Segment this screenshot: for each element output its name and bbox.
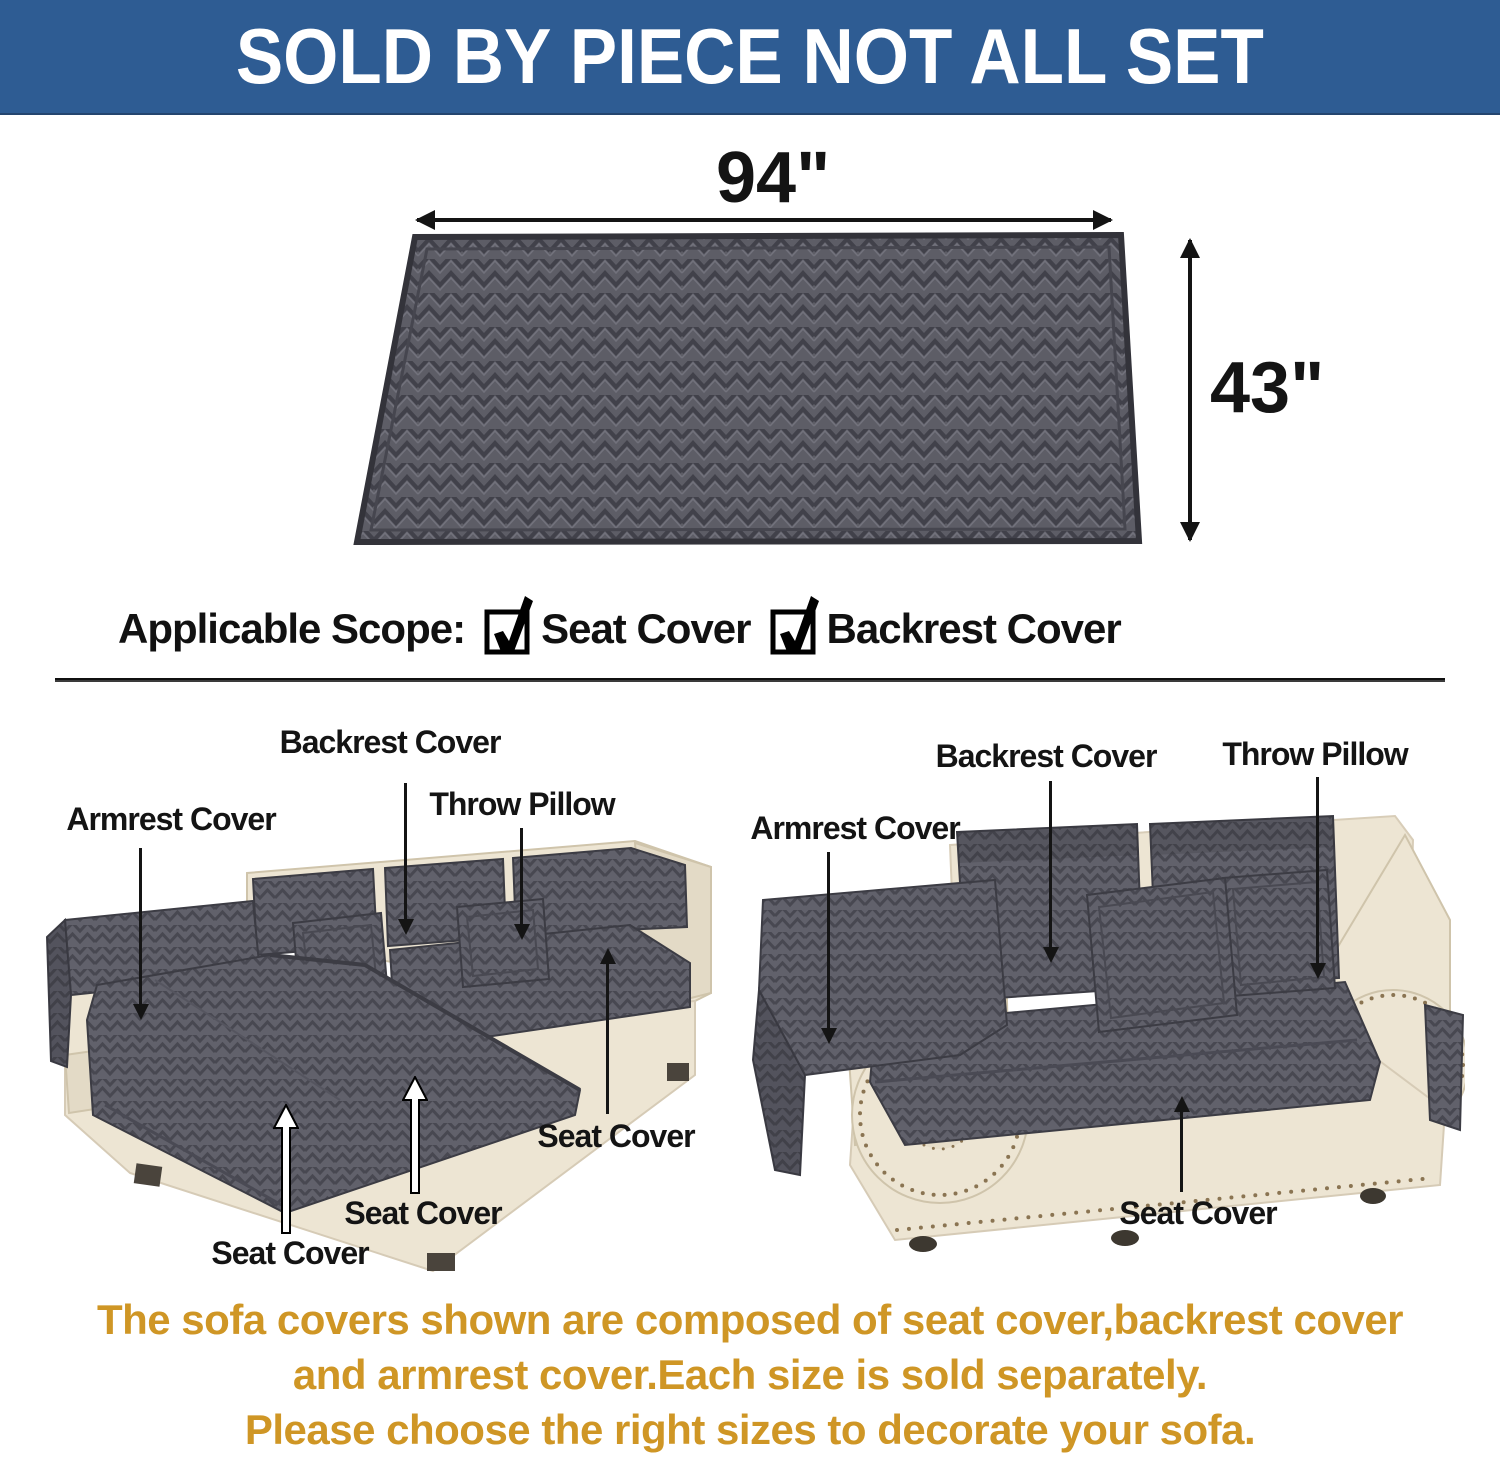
arrow-line: [139, 848, 142, 1006]
arrow-line: [827, 852, 830, 1030]
arrow-line: [606, 962, 609, 1114]
scope-option-label: Seat Cover: [541, 605, 751, 652]
label-seat-cover: Seat Cover: [344, 1195, 502, 1231]
height-arrow-icon: [1188, 240, 1192, 540]
footer-note: [0, 1292, 1500, 1457]
arrow-down-icon: [1043, 947, 1059, 963]
label-throw-pillow: Throw Pillow: [429, 786, 615, 822]
footer-line: The sofa covers shown are composed of seat cover,backrest cover: [96, 1296, 1404, 1343]
checkbox-checked-icon: [483, 594, 535, 656]
footer-line: and armrest cover.Each size is sold separately.: [292, 1351, 1208, 1398]
label-seat-cover: Seat Cover: [1119, 1195, 1277, 1231]
footer-line: Please choose the right sizes to decorate your sofa.: [244, 1406, 1256, 1453]
height-dimension-label: 43": [1210, 348, 1325, 428]
arrow-up-icon: [273, 1104, 299, 1234]
label-armrest-cover: Armrest Cover: [66, 801, 276, 837]
banner: [0, 0, 1500, 115]
scope-option-seat-cover: [483, 598, 750, 660]
section-divider: [55, 678, 1445, 682]
checkbox-checked-icon: [769, 594, 821, 656]
banner-text: SOLD BY PIECE NOT ALL SET: [235, 12, 1265, 100]
arrow-line: [520, 828, 523, 926]
arrow-up-icon: [402, 1076, 428, 1194]
label-backrest-cover: Backrest Cover: [279, 724, 501, 760]
label-armrest-cover: Armrest Cover: [750, 810, 960, 846]
scope-option-label: Backrest Cover: [826, 605, 1121, 652]
right-sofa-illustration: [745, 800, 1465, 1260]
arrow-line: [1316, 777, 1319, 965]
arrow-down-icon: [821, 1028, 837, 1044]
width-dimension-label: 94": [716, 138, 831, 218]
arrow-line: [1049, 781, 1052, 949]
label-seat-cover: Seat Cover: [211, 1235, 369, 1271]
label-seat-cover: Seat Cover: [537, 1118, 695, 1154]
arrow-down-icon: [398, 919, 414, 935]
fabric-cover-illustration: [330, 225, 1180, 555]
applicable-scope-row: [118, 598, 1121, 660]
width-arrow-icon: [417, 218, 1111, 222]
arrow-down-icon: [1310, 963, 1326, 979]
arrow-line: [1180, 1110, 1183, 1192]
scope-option-backrest-cover: [769, 598, 1121, 660]
arrow-down-icon: [133, 1004, 149, 1020]
applicable-scope-label: Applicable Scope:: [118, 605, 466, 652]
arrow-down-icon: [514, 924, 530, 940]
arrow-line: [404, 783, 407, 921]
label-backrest-cover: Backrest Cover: [935, 738, 1157, 774]
label-throw-pillow: Throw Pillow: [1222, 736, 1408, 772]
